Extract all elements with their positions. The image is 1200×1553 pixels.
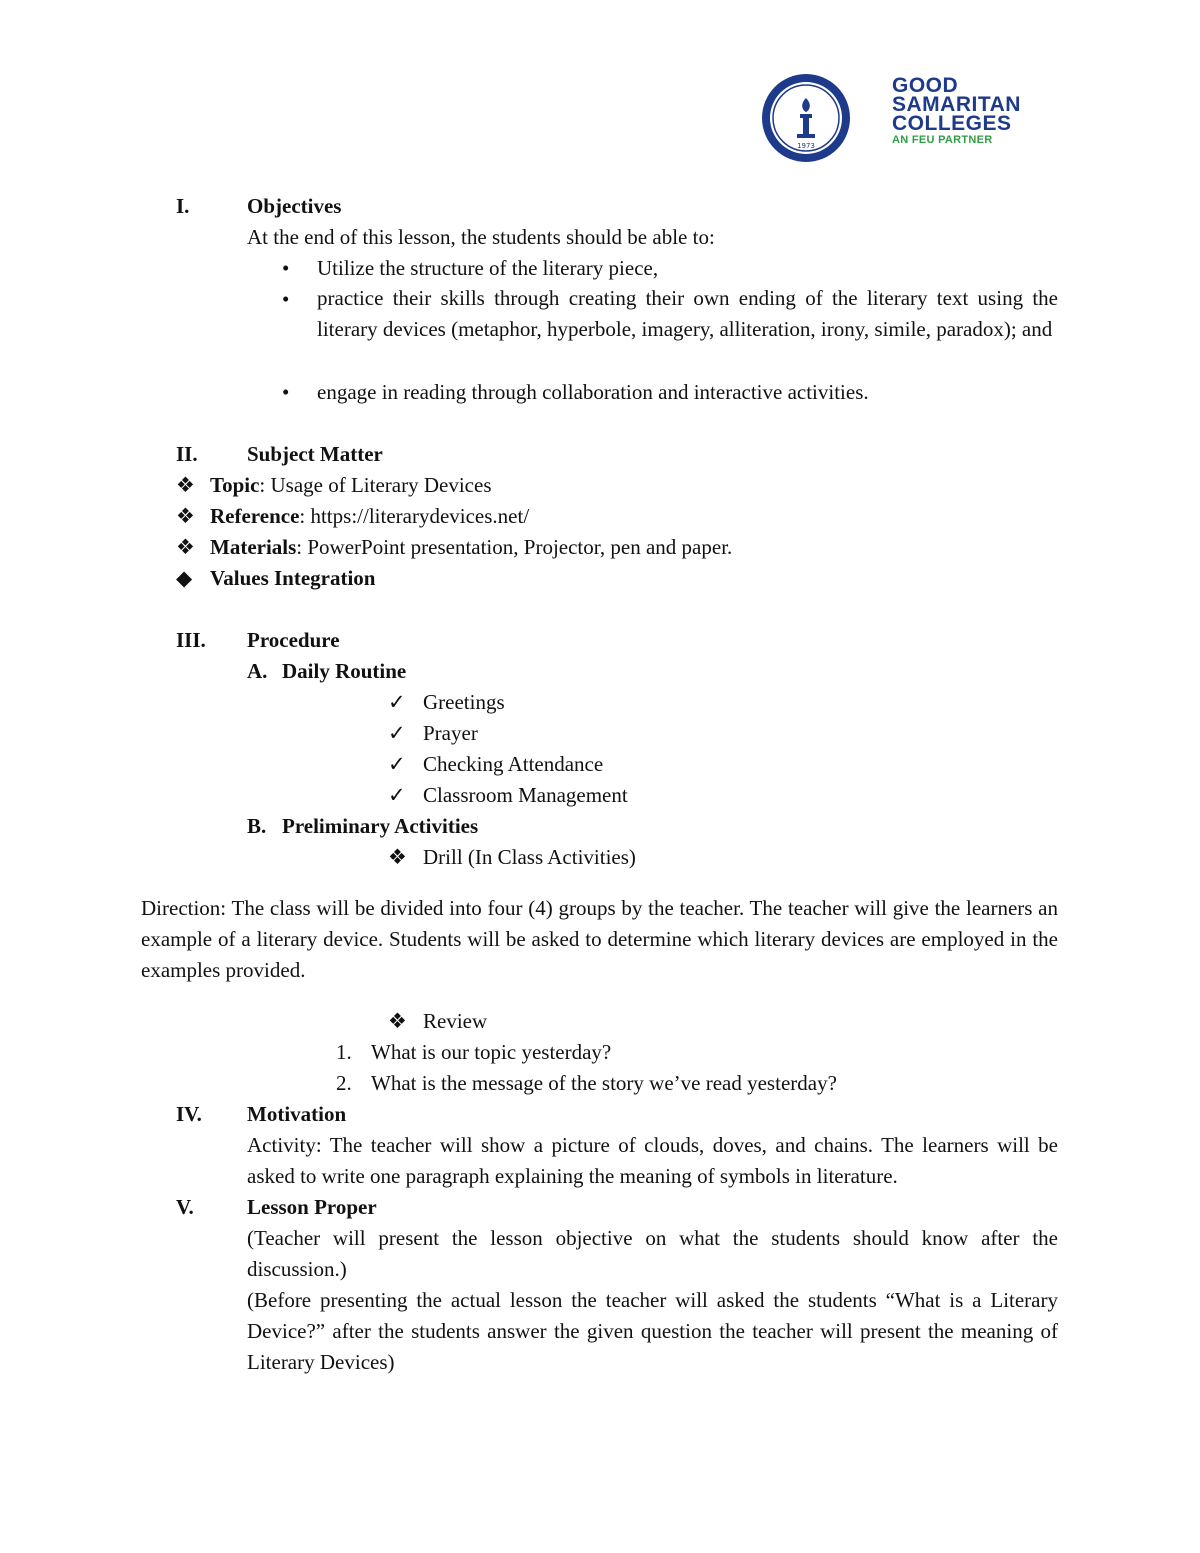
lesson-paragraph-2: (Before presenting the actual lesson the teacher will asked the students “What is a Literary Device?” after the students answer the given question the teacher will present the meaning of Literary Devices) <box>247 1288 1058 1374</box>
section-3-heading: Procedure <box>247 628 340 652</box>
values-label: Values Integration <box>210 566 376 590</box>
college-logo <box>760 72 1080 164</box>
lesson-paragraph-1: (Teacher will present the lesson objective on what the students should know after the discussion.) <box>247 1226 1058 1281</box>
routine-item: Checking Attendance <box>423 752 604 776</box>
section-2-numeral: II. <box>176 442 198 466</box>
routine-item: Greetings <box>423 690 505 714</box>
section-4-numeral: IV. <box>176 1102 202 1126</box>
section-5-heading: Lesson Proper <box>247 1195 377 1219</box>
section-2-heading: Subject Matter <box>247 442 383 466</box>
section-5-numeral: V. <box>176 1195 194 1219</box>
subsection-a-label: A. <box>247 659 268 683</box>
section-4-heading: Motivation <box>247 1102 347 1126</box>
topic-line <box>176 475 492 496</box>
brand-line-2: SAMARITAN <box>892 93 1021 116</box>
checkmark-icon: ✓ <box>388 752 406 776</box>
question-number: 1. <box>336 1040 352 1064</box>
objective-item: practice their skills through creating their own ending of the literary text using the literary devices (metaphor, hyperbole, imagery, alliteration, irony, simile, paradox); and <box>317 286 1058 341</box>
checkmark-icon: ✓ <box>388 721 406 745</box>
reference-value: : https://literarydevices.net/ <box>299 504 530 528</box>
diamond-icon: ❖ <box>176 473 195 497</box>
routine-item: Classroom Management <box>423 783 628 807</box>
diamond-icon: ❖ <box>388 845 407 869</box>
section-3-numeral: III. <box>176 628 206 652</box>
objective-item: Utilize the structure of the literary piece, <box>317 256 659 280</box>
objectives-intro: At the end of this lesson, the students should be able to: <box>247 225 715 249</box>
reference-label: Reference <box>210 504 300 528</box>
materials-value: : PowerPoint presentation, Projector, pen and paper. <box>296 535 733 559</box>
reference-line <box>176 506 529 527</box>
topic-value: : Usage of Literary Devices <box>259 473 492 497</box>
section-1-numeral: I. <box>176 194 190 218</box>
brand-tagline: AN FEU PARTNER <box>892 134 993 146</box>
objective-item: engage in reading through collaboration and interactive activities. <box>317 380 869 404</box>
diamond-icon: ❖ <box>388 1009 407 1033</box>
diamond-icon: ❖ <box>176 535 195 559</box>
materials-line <box>176 537 732 558</box>
subsection-b-label: B. <box>247 814 267 838</box>
review-label: Review <box>423 1009 488 1033</box>
routine-item: Prayer <box>423 721 478 745</box>
checkmark-icon: ✓ <box>388 783 406 807</box>
brand-line-3: COLLEGES <box>892 112 1012 135</box>
question-number: 2. <box>336 1071 352 1095</box>
bullet-icon: • <box>282 380 290 404</box>
materials-label: Materials <box>210 535 297 559</box>
direction-paragraph: Direction: The class will be divided into four (4) groups by the teacher. The teacher will give the learners an example of a literary device. Students will be asked to determine which literary devices are employed in the examples provided. <box>141 896 1058 982</box>
values-line <box>176 568 376 589</box>
brand-line-1: GOOD <box>892 74 959 97</box>
review-question: What is the message of the story we’ve read yesterday? <box>371 1071 837 1095</box>
subsection-b-heading: Preliminary Activities <box>282 814 479 838</box>
bullet-icon: • <box>282 287 290 311</box>
checkmark-icon: ✓ <box>388 690 406 714</box>
diamond-icon: ❖ <box>176 504 195 528</box>
review-question: What is our topic yesterday? <box>371 1040 612 1064</box>
motivation-text: Activity: The teacher will show a picture of clouds, doves, and chains. The learners will be asked to write one paragraph explaining the meaning of symbols in literature. <box>247 1133 1058 1188</box>
section-1-heading: Objectives <box>247 194 342 218</box>
diamond-icon: ◆ <box>176 566 193 590</box>
seal-icon <box>760 72 852 164</box>
brand-name <box>892 76 1021 147</box>
topic-label: Topic <box>210 473 260 497</box>
seal-year: 1973 <box>797 142 815 150</box>
subsection-a-heading: Daily Routine <box>282 659 407 683</box>
bullet-icon: • <box>282 256 290 280</box>
drill-item: Drill (In Class Activities) <box>423 845 636 869</box>
